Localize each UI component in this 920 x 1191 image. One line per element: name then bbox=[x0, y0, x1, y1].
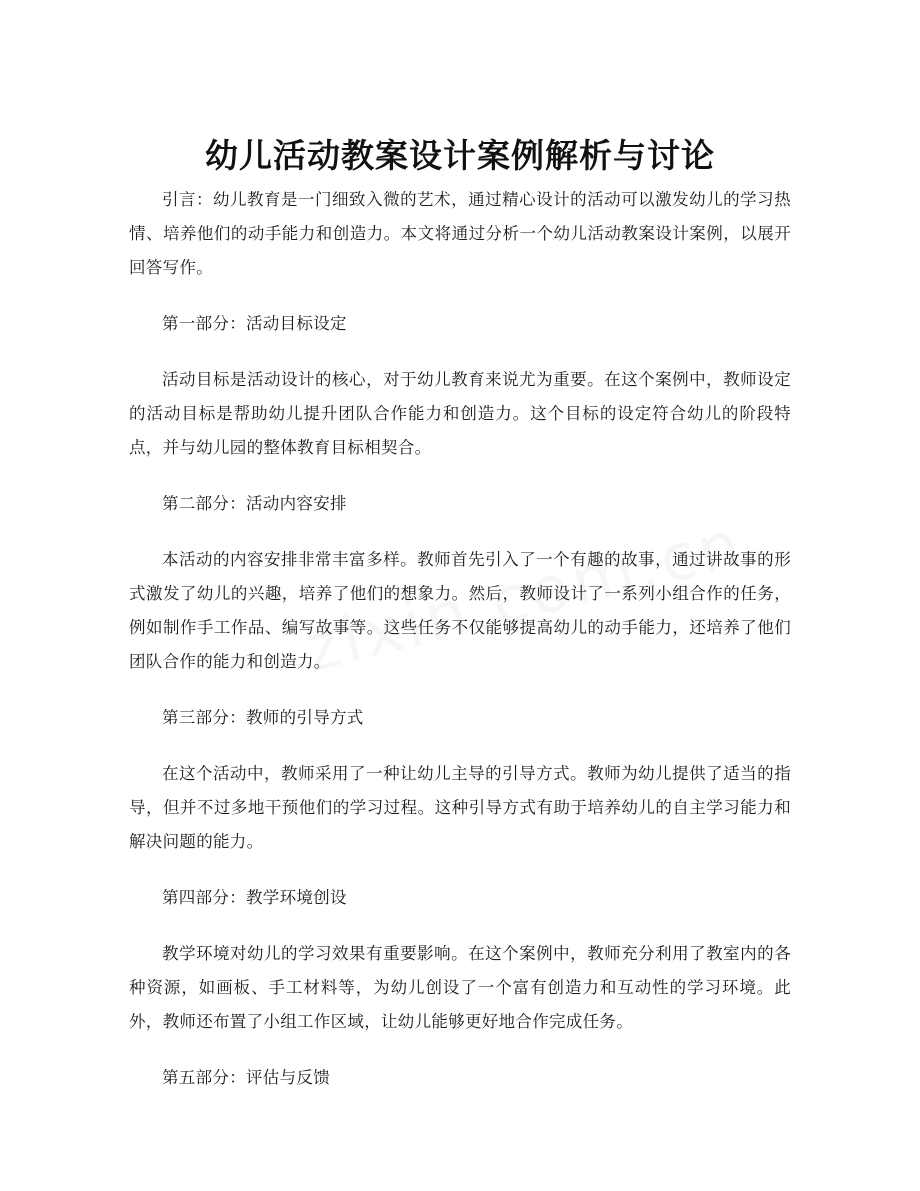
section-paragraph-3: 在这个活动中，教师采用了一种让幼儿主导的引导方式。教师为幼儿提供了适当的指导，但并不过多地干预他们的学习过程。这种引导方式有助于培养幼儿的自主学习能力和解决问题的能力。 bbox=[129, 764, 791, 851]
section-heading-5: 第五部分：评估与反馈 bbox=[162, 1068, 330, 1087]
section-heading-1: 第一部分：活动目标设定 bbox=[162, 314, 347, 333]
section-paragraph-2: 本活动的内容安排非常丰富多样。教师首先引入了一个有趣的故事，通过讲故事的形式激发了幼儿的兴趣，培养了他们的想象力。然后，教师设计了一系列小组合作的任务，例如制作手工作品、编写故事等。这些任务不仅能够提高幼儿的动手能力，还培养了他们团队合作的能力和创造力。 bbox=[129, 550, 791, 671]
intro-paragraph: 引言：幼儿教育是一门细致入微的艺术，通过精心设计的活动可以激发幼儿的学习热情、培养他们的动手能力和创造力。本文将通过分析一个幼儿活动教案设计案例，以展开回答写作。 bbox=[129, 190, 791, 277]
document-body bbox=[129, 183, 791, 1117]
section-paragraph-4: 教学环境对幼儿的学习效果有重要影响。在这个案例中，教师充分利用了教室内的各种资源，如画板、手工材料等，为幼儿创设了一个富有创造力和互动性的学习环境。此外，教师还布置了小组工作区域，让幼儿能够更好地合作完成任务。 bbox=[129, 944, 791, 1031]
section-heading-4: 第四部分：教学环境创设 bbox=[162, 888, 347, 907]
section-heading-3: 第三部分：教师的引导方式 bbox=[162, 708, 364, 727]
section-heading-2: 第二部分：活动内容安排 bbox=[162, 494, 347, 513]
document-title: 幼儿活动教案设计案例解析与讨论 bbox=[205, 136, 715, 176]
section-paragraph-1: 活动目标是活动设计的核心，对于幼儿教育来说尤为重要。在这个案例中，教师设定的活动目标是帮助幼儿提升团队合作能力和创造力。这个目标的设定符合幼儿的阶段特点，并与幼儿园的整体教育目标相契合。 bbox=[129, 370, 791, 457]
